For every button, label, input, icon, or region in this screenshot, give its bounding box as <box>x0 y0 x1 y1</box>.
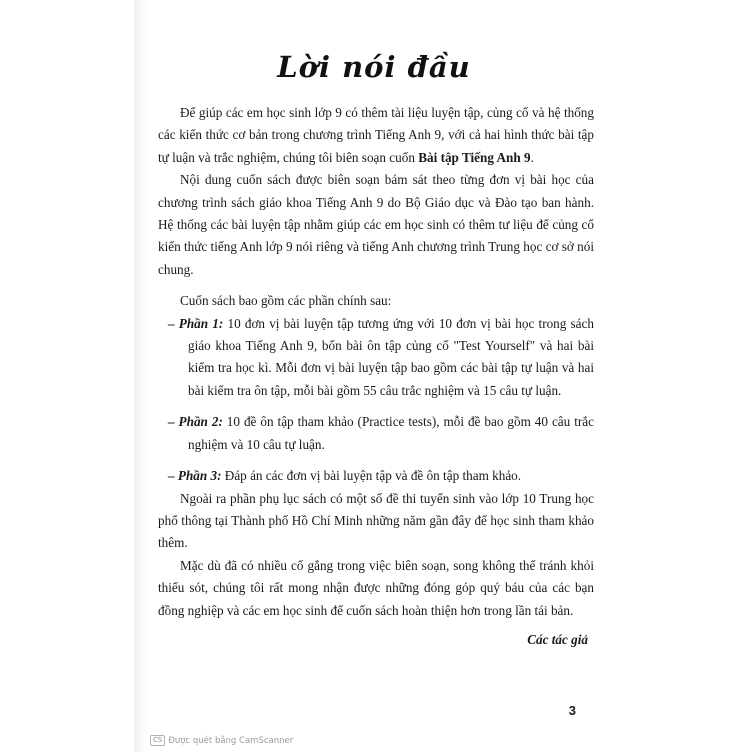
part-2-label: – Phần 2: <box>168 414 223 430</box>
scanner-watermark <box>150 735 293 746</box>
part-3 <box>158 465 594 487</box>
paragraph-intro-end: . <box>530 149 534 165</box>
paragraph-structure: Cuốn sách bao gồm các phần chính sau: <box>180 293 392 309</box>
part-1 <box>158 313 594 403</box>
watermark-text: Được quét bằng CamScanner <box>168 735 294 746</box>
paragraph-intro-text: Để giúp các em học sinh lớp 9 có thêm tài liệu luyện tập, củng cố và hệ thống các kiến thức cơ bản trong chương trình Tiếng Anh 9, với cả hai hình thức bài tập tự luận và trắc nghiệm, chúng tôi biên soạn cuốn <box>158 105 594 165</box>
author-signature: Các tác giả <box>527 632 588 647</box>
page-title: Lời nói đầu <box>277 50 471 84</box>
paragraph-closing: Mặc dù đã có nhiều cố gắng trong việc biên soạn, song không thể tránh khỏi thiếu sót, chúng tôi rất mong nhận được những đóng góp quý báu của các bạn đồng nghiệp và các em học sinh để cuốn sách hoàn thiện hơn trong lần tái bản. <box>158 557 594 618</box>
camscanner-logo-icon: CS <box>150 735 165 746</box>
page-number: 3 <box>568 703 576 718</box>
part-1-text: 10 đơn vị bài luyện tập tương ứng với 10 đơn vị bài học trong sách giáo khoa Tiếng Anh 9, bốn bài ôn tập củng cố "Test Yourself" và hai bài kiểm tra học kì. Mỗi đơn vị bài luyện tập bao gồm các bài tập tự luận và hai bài kiểm tra ôn tập, mỗi bài gồm 55 câu trắc nghiệm và 15 câu tự luận. <box>188 315 594 398</box>
part-3-text: Đáp án các đơn vị bài luyện tập và đề ôn tập tham khảo. <box>221 468 522 484</box>
paragraph-intro <box>158 102 594 169</box>
part-3-label: – Phần 3: <box>168 468 222 484</box>
part-2-text: 10 đề ôn tập tham khảo (Practice tests), mỗi đề bao gồm 40 câu trắc nghiệm và 10 câu tự luận. <box>188 414 594 452</box>
paragraph-appendix: Ngoài ra phần phụ lục sách có một số đề thi tuyển sinh vào lớp 10 Trung học phổ thông tại Thành phố Hồ Chí Minh những năm gần đây để học sinh tham khảo thêm. <box>158 490 594 551</box>
part-2 <box>158 411 594 456</box>
part-1-label: – Phần 1: <box>168 315 224 331</box>
book-page <box>148 0 600 752</box>
paragraph-content: Nội dung cuốn sách được biên soạn bám sát theo từng đơn vị bài học của chương trình sách giáo khoa Tiếng Anh 9 do Bộ Giáo dục và Đào tạo ban hành. Hệ thống các bài luyện tập nhằm giúp các em học sinh có thêm tư liệu để củng cố kiến thức tiếng Anh lớp 9 nói riêng và tiếng Anh chương trình Trung học cơ sở nói chung. <box>158 172 594 277</box>
preface-body <box>158 102 594 622</box>
book-title: Bài tập Tiếng Anh 9 <box>418 149 531 165</box>
